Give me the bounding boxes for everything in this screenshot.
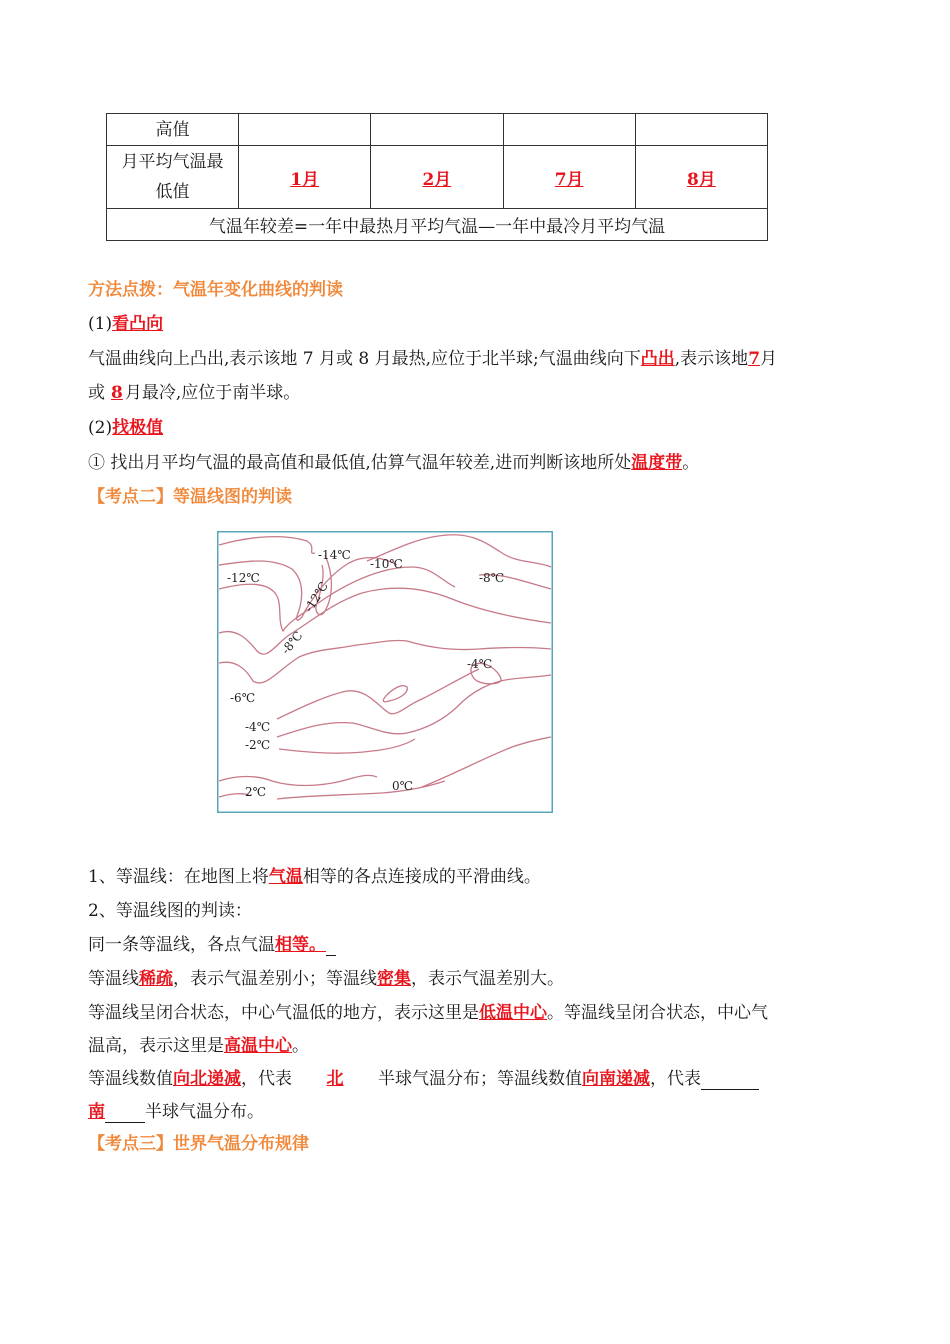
section-heading-kaodian2: 【考点二】等温线图的判读: [88, 487, 292, 507]
answer: 气温: [268, 867, 303, 887]
answer: 7: [748, 349, 761, 369]
text: 相等的各点连接成的平滑曲线。: [302, 867, 541, 887]
text: 温高，表示这里是: [88, 1036, 224, 1056]
table-row: [107, 209, 768, 241]
isotherm-label: 2℃: [245, 785, 267, 799]
isotherm-label: -8℃: [479, 571, 505, 585]
text: 。等温线呈闭合状态，中心气: [547, 1003, 768, 1023]
answer: 8: [111, 383, 123, 403]
isotherm-label: -6℃: [230, 691, 256, 705]
point-number: (1): [88, 314, 113, 334]
text: 1、等温线：在地图上将: [88, 867, 269, 887]
table-cell: [371, 114, 503, 146]
paragraph-line: [88, 448, 699, 473]
isotherm-map: [217, 531, 553, 813]
text: 。: [292, 1036, 309, 1056]
isotherm-label: -12℃: [227, 571, 260, 585]
table-row: [107, 146, 768, 209]
point-title: 找极值: [112, 418, 164, 438]
text: 半球气温分布；等温线数值: [378, 1069, 582, 1089]
table-cell: [371, 146, 503, 209]
method-heading: 方法点拨：气温年变化曲线的判读: [88, 280, 343, 300]
month-value: 7月: [554, 169, 584, 190]
answer: 相等。: [275, 935, 326, 955]
month-value: 1月: [290, 169, 320, 190]
answer-blank: 北: [326, 1069, 344, 1089]
text: 等温线呈闭合状态，中心气温低的地方，表示这里是: [88, 1003, 479, 1023]
text: 气温曲线向上凸出,表示该地 7 月或 8 月最热,应位于北半球;气温曲线向下: [88, 349, 641, 369]
method-point-1: [88, 309, 163, 334]
answer: 低温中心: [479, 1003, 547, 1023]
text: 半球气温分布。: [145, 1102, 264, 1122]
temperature-table: [106, 113, 768, 241]
definition-line: [88, 1064, 759, 1090]
row-label-line: 月平均气温最: [121, 152, 224, 172]
answer: 凸出: [640, 349, 675, 369]
isotherm-label: -8℃: [278, 628, 306, 657]
table-cell: [503, 114, 635, 146]
row-label-line: 低值: [155, 182, 190, 202]
table-cell: [635, 114, 767, 146]
text: 月: [760, 349, 778, 369]
table-cell: [239, 146, 371, 209]
text: ，代表: [650, 1069, 701, 1089]
answer: 温度带: [631, 453, 683, 473]
answer: 密集: [377, 969, 411, 989]
row-label-high: 高值: [107, 114, 239, 146]
answer: 高温中心: [224, 1036, 292, 1056]
isotherm-label: -4℃: [467, 657, 493, 671]
definition-line: [88, 1031, 309, 1056]
definition-line: [88, 1097, 264, 1123]
paragraph-line: [88, 344, 777, 369]
isotherm-label: 0℃: [392, 779, 414, 793]
table-cell: [503, 146, 635, 209]
definition-line: [88, 998, 768, 1023]
isotherm-label: -4℃: [245, 720, 271, 734]
section-heading-kaodian3: 【考点三】世界气温分布规律: [88, 1134, 309, 1154]
answer: 南: [88, 1102, 105, 1122]
definition-line: [88, 964, 564, 989]
isotherm-label: -10℃: [370, 557, 403, 571]
point-title: 看凸向: [112, 314, 164, 334]
table-cell: [635, 146, 767, 209]
text: 月最冷,应位于南半球。: [124, 383, 301, 403]
text: 或: [88, 383, 105, 403]
text: 同一条等温线，各点气温: [88, 935, 275, 955]
definition-line: [88, 930, 336, 956]
text: 等温线数值: [88, 1069, 173, 1089]
answer: 向北递减: [173, 1069, 241, 1089]
isotherm-label: -2℃: [245, 738, 271, 752]
text: ① 找出月平均气温的最高值和最低值,估算气温年较差,进而判断该地所处: [88, 453, 632, 473]
point-number: (2): [88, 418, 113, 438]
month-value: 8月: [686, 169, 716, 190]
text: ，代表: [241, 1069, 292, 1089]
table-row: [107, 114, 768, 146]
method-point-2: [88, 413, 163, 438]
definition-line: 2、等温线图的判读：: [88, 901, 252, 921]
isotherm-label: -12℃: [301, 579, 331, 615]
definition-line: [88, 862, 541, 887]
paragraph-line: [88, 378, 300, 403]
annual-range-formula: 气温年较差=一年中最热月平均气温—一年中最冷月平均气温: [107, 209, 768, 241]
text: 。: [682, 453, 700, 473]
row-label-low: [107, 146, 239, 209]
answer: 向南递减: [582, 1069, 650, 1089]
text: ，表示气温差别大。: [411, 969, 564, 989]
month-value: 2月: [422, 169, 452, 190]
text: 等温线: [88, 969, 139, 989]
answer: 稀疏: [139, 969, 173, 989]
isotherm-label: -14℃: [318, 548, 351, 562]
text: ，表示气温差别小；等温线: [173, 969, 377, 989]
text: ,表示该地: [674, 349, 749, 369]
table-cell: [239, 114, 371, 146]
